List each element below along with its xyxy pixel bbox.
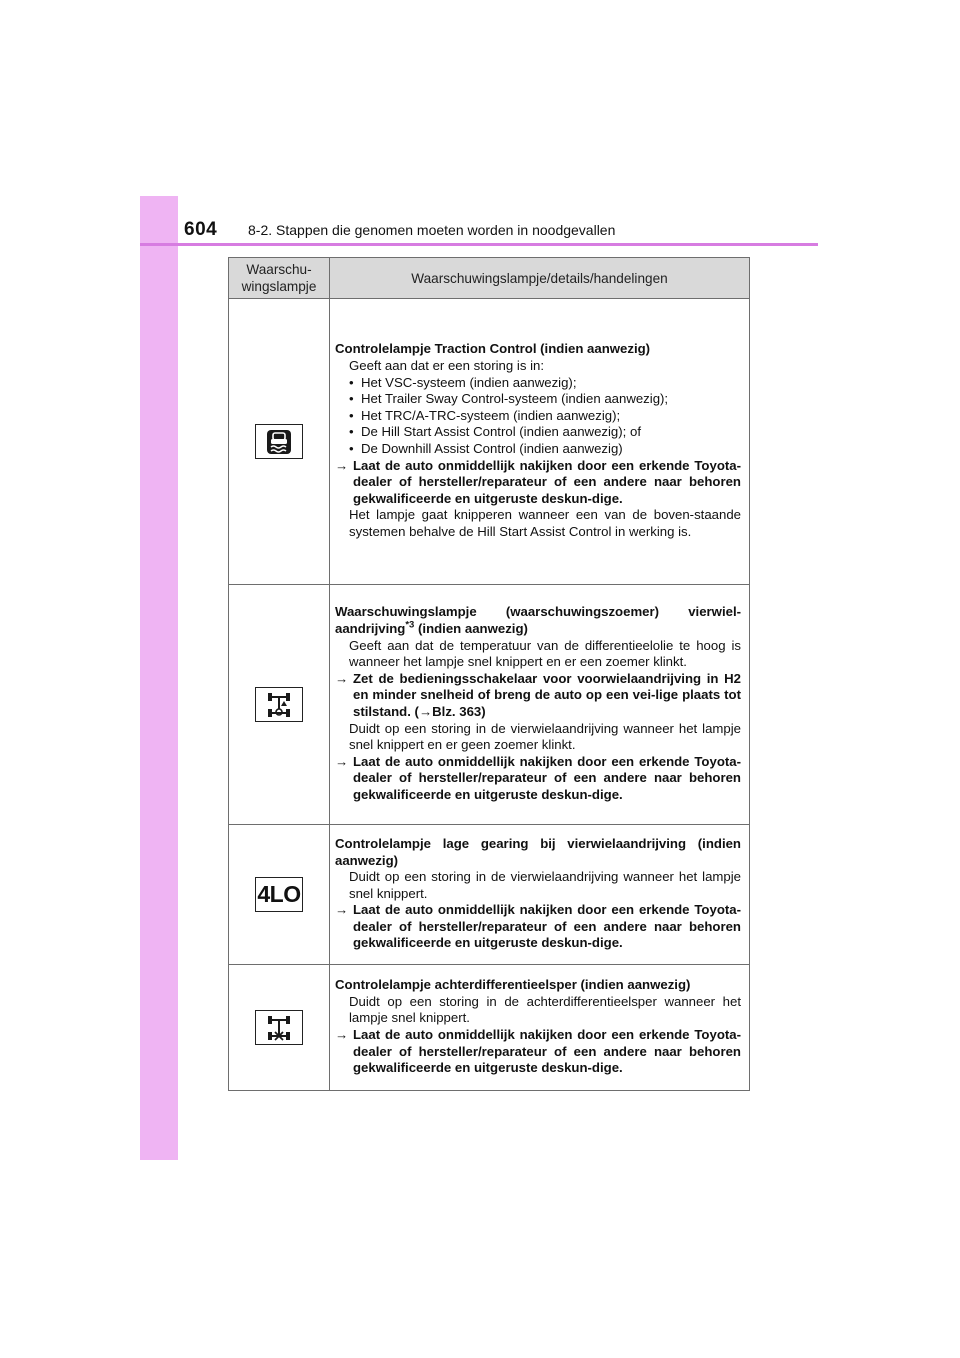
list-item: • Het Trailer Sway Control-systeem (indien aanwezig); (335, 391, 741, 408)
list-item: • Het TRC/A-TRC-systeem (indien aanwezig); (335, 408, 741, 425)
traction-control-icon (255, 424, 303, 459)
icon-cell (229, 965, 330, 1091)
icon-cell (229, 299, 330, 585)
details-cell (330, 965, 750, 1091)
table-row (229, 585, 750, 825)
header-rule (140, 243, 818, 246)
table-row (229, 965, 750, 1091)
row-intro: Duidt op een storing in de achterdifferentieelsper wanneer het lampje snel knippert. (349, 993, 741, 1026)
column-header-icon: Waarschu- wingslampje (229, 258, 330, 299)
page-number: 604 (184, 219, 218, 240)
list-item: • De Hill Start Assist Control (indien aanwezig); of (335, 424, 741, 441)
4lo-indicator-icon: 4LO (255, 877, 303, 912)
side-thumb-band (140, 196, 178, 1160)
row-intro: Geeft aan dat de temperatuur van de differentieelolie te hoog is wanneer het lampje snel knippert en er een zoemer klinkt. (349, 637, 741, 670)
row-action: → Laat de auto onmiddellijk nakijken door een erkende Toyota-dealer of hersteller/reparateur of een andere naar behoren gekwalificeerde en uitgeruste deskun-dige. (335, 753, 741, 802)
arrow-icon: → (335, 902, 349, 918)
warning-light-table (228, 257, 750, 1091)
list-item: • Het VSC-systeem (indien aanwezig); (335, 375, 741, 392)
row-note: Duidt op een storing in de vierwielaandrijving wanneer het lampje snel knippert en er geen zoemer klinkt. (349, 720, 741, 753)
table-row (229, 299, 750, 585)
running-head: 8-2. Stappen die genomen moeten worden in noodgevallen (248, 222, 616, 238)
details-cell (330, 585, 750, 825)
row-action: → Laat de auto onmiddellijk nakijken door een erkende Toyota-dealer of hersteller/reparateur of een andere naar behoren gekwalificeerde en uitgeruste deskun-dige. (335, 902, 741, 951)
column-header-details: Waarschuwingslampje/details/handelingen (330, 258, 750, 299)
row-action: → Laat de auto onmiddellijk nakijken door een erkende Toyota-dealer of hersteller/reparateur of een andere naar behoren gekwalificeerde en uitgeruste deskun-dige. (335, 457, 741, 506)
row-action: → Laat de auto onmiddellijk nakijken door een erkende Toyota-dealer of hersteller/reparateur of een andere naar behoren gekwalificeerde en uitgeruste deskun-dige. (335, 1027, 741, 1076)
row-title: Controlelampje Traction Control (indien aanwezig) (335, 341, 651, 357)
details-cell (330, 299, 750, 585)
list-item: • De Downhill Assist Control (indien aanwezig) (335, 441, 741, 458)
four-wheel-drive-warning-icon (255, 687, 303, 722)
icon-cell (229, 825, 330, 965)
rear-diff-lock-icon (255, 1010, 303, 1045)
arrow-icon: → (418, 704, 433, 719)
icon-cell (229, 585, 330, 825)
row-action: → Zet de bedieningsschakelaar voor voorwielaandrijving in H2 en minder snelheid of breng de auto op een vei-lige plaats tot stilstand. (→Blz. 363) (335, 670, 741, 719)
row-title: Controlelampje achterdifferentieelsper (indien aanwezig) (335, 977, 691, 993)
row-title: Waarschuwingslampje (waarschuwingszoemer) vierwiel-aandrijving$^{*3}$ (indien aanwezig) (335, 604, 741, 637)
arrow-icon: → (335, 457, 349, 473)
arrow-icon: → (335, 753, 349, 769)
row-intro: Duidt op een storing in de vierwielaandrijving wanneer het lampje snel knippert. (349, 869, 741, 901)
row-intro: Geeft aan dat er een storing is in: (349, 358, 544, 374)
details-cell (330, 825, 750, 965)
row-note: Het lampje gaat knipperen wanneer een van de boven-staande systemen behalve de Hill Start Assist Control in werking is. (349, 507, 741, 539)
table-header-row (229, 258, 750, 299)
row-title: Controlelampje lage gearing bij vierwielaandrijving (indien aanwezig) (335, 835, 741, 868)
table-row (229, 825, 750, 965)
arrow-icon: → (335, 1027, 349, 1042)
arrow-icon: → (335, 670, 349, 686)
